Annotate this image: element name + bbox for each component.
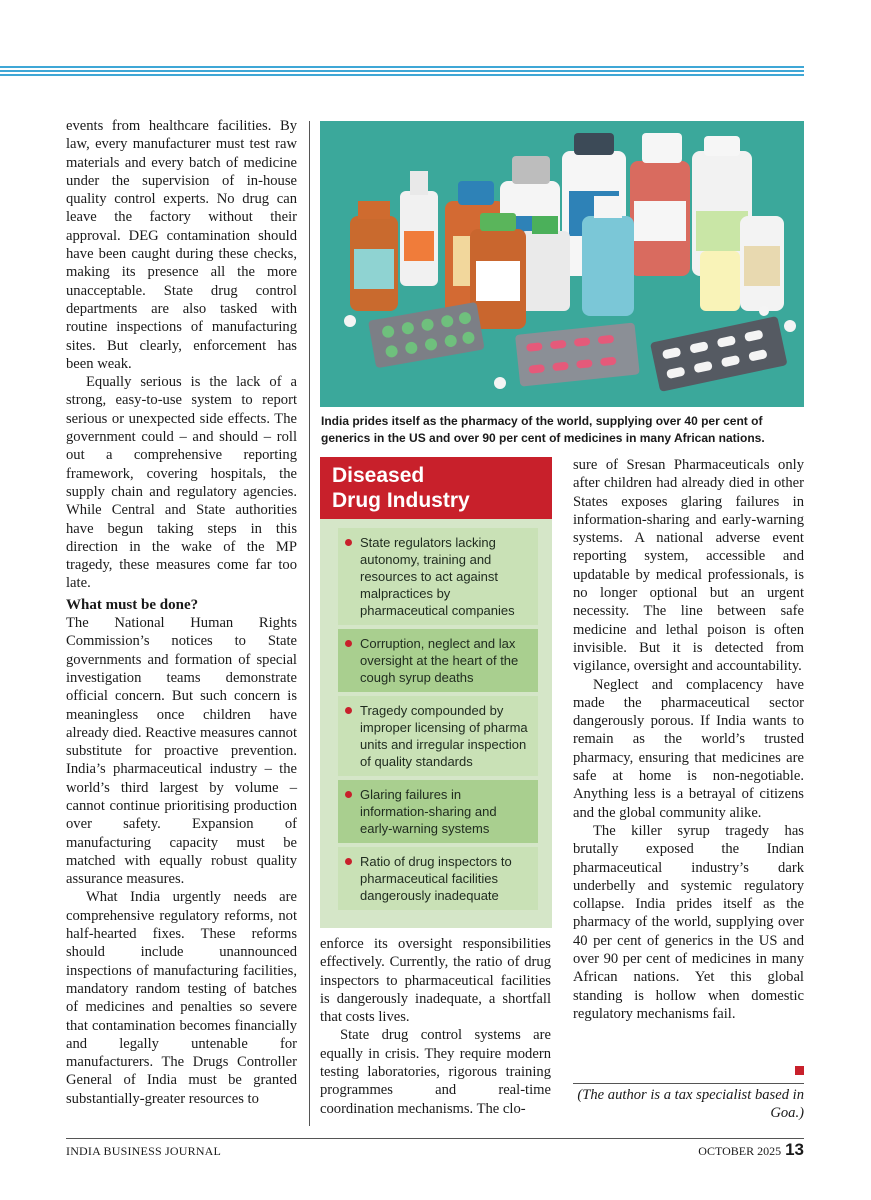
- image-caption: India prides itself as the pharmacy of the world, supplying over 40 per cent of generics in the US and over 90 per cent of medicines in many African nations.: [321, 414, 765, 445]
- sidebar-title-line: Drug Industry: [332, 489, 470, 512]
- bullet-text: Glaring failures in information-sharing and early-warning systems: [360, 787, 497, 836]
- bullet-text: Tragedy compounded by improper licensing of pharma units and irregular inspection of quality standards: [360, 703, 528, 769]
- bullet-icon: [345, 707, 352, 714]
- article-column-3: [573, 456, 804, 1023]
- sidebar-bullet-list: [338, 528, 538, 914]
- column-divider: [309, 121, 310, 1126]
- bullet-text: Corruption, neglect and lax oversight at the heart of the cough syrup deaths: [360, 636, 519, 685]
- sidebar-bullet: [338, 847, 538, 910]
- bullet-icon: [345, 640, 352, 647]
- sidebar-bullet: [338, 528, 538, 625]
- bullet-icon: [345, 539, 352, 546]
- paragraph: Neglect and complacency have made the pharmaceutical sector dangerously porous. If India wants to remain as the world’s trusted pharmacy, ensuring that medicines are safe at home is non-negotiable. Anything less is a betrayal of citizens and the global community alike.: [573, 676, 804, 821]
- article-column-2: [320, 935, 551, 1118]
- bullet-text: Ratio of drug inspectors to pharmaceutical facilities dangerously inadequate: [360, 854, 512, 903]
- end-of-article-mark: [795, 1066, 804, 1075]
- bullet-icon: [345, 791, 352, 798]
- sidebar-title: [332, 463, 470, 513]
- sidebar-bullet: [338, 696, 538, 776]
- paragraph: The killer syrup tragedy has brutally exposed the Indian pharmaceutical industry’s dark underbelly and systemic regulatory collapse. India prides itself as the pharmacy of the world, supplying over 40 per cent of generics in the US and over 90 per cent of medicines in many African nations. Yet this global standing is hollow when domestic regulatory mechanisms fail.: [573, 822, 804, 1022]
- paragraph: State drug control systems are equally in crisis. They require modern testing laboratories, rigorous training programmes and real-time coordination mechanisms. The clo-: [320, 1027, 551, 1117]
- author-note: (The author is a tax specialist based in Goa.): [577, 1087, 804, 1122]
- paragraph: enforce its oversight responsibilities effectively. Currently, the ratio of drug inspectors to pharmaceutical facilities is dangerously inadequate, a shortfall that costs lives.: [320, 936, 551, 1026]
- paragraph: sure of Sresan Pharmaceuticals only after children had already died in other States exposes glaring failures in information-sharing and early-warning systems. A national adverse event reporting system, accessible and updatable by medical professionals, is no longer optional but an urgent necessity. The line between safe medicine and lethal poison is often invisible. But it is detected from vigilance, oversight and accountability.: [573, 457, 804, 675]
- footer-rule: [66, 1138, 804, 1139]
- medicine-bottles-illustration: [320, 121, 804, 407]
- paragraph: events from healthcare facilities. By law, every manufacturer must test raw materials and every batch of medicine under the supervision of in-house quality control experts. No drug can leave the factory without their approval. DEG contamination should have been caught during these checks, making its presence all the more unacceptable. State drug control departments are also tasked with routine inspections of manufacturing sites. But clearly, enforcement has been weak.: [66, 118, 297, 372]
- bullet-icon: [345, 858, 352, 865]
- sidebar-bullet: [338, 780, 538, 843]
- sidebar-box: [320, 457, 552, 928]
- sidebar-title-line: Diseased: [332, 464, 425, 487]
- page-number: 13: [785, 1140, 804, 1159]
- issue-date: OCTOBER 2025: [698, 1144, 782, 1158]
- paragraph: What India urgently needs are comprehensive regulatory reforms, not half-hearted fixes. These reforms should include unannounced inspections of manufacturing facilities, mandatory random testing of batches of medicines and penalties so severe that contamination becomes financially and legally untenable for manufacturers. The Drugs Controller General of India must be granted substantially-greater resources to: [66, 889, 297, 1107]
- paragraph: The National Human Rights Commission’s notices to State governments and formation of special investigation teams demonstrate official concern. But such concern is meaningless once children have already died. Reactive measures cannot substitute for proactive prevention. India’s pharmaceutical industry – the world’s third largest by volume – cannot continue prioritising production over safety. Expansion of manufacturing capacity must be matched with equally robust quality assurance measures.: [66, 615, 297, 888]
- publication-name: INDIA BUSINESS JOURNAL: [66, 1144, 222, 1158]
- sidebar-bullet: [338, 629, 538, 692]
- header-rules: [0, 66, 804, 78]
- footer-issue: [698, 1140, 804, 1160]
- section-heading: What must be done?: [66, 596, 199, 613]
- paragraph: Equally serious is the lack of a strong, easy-to-use system to report serious or unexpected side effects. The government could – and should – roll out a comprehensive reporting framework, covering hospitals, the supply chain and regulatory agencies. While Central and State authorities have begun taking steps in this direction in the wake of the MP tragedy, these measures come far too late.: [66, 374, 297, 592]
- bullet-text: State regulators lacking autonomy, training and resources to act against malpractices by pharmaceutical companies: [360, 535, 515, 618]
- article-column-1: [66, 117, 297, 1108]
- author-divider: [573, 1083, 804, 1084]
- sidebar-header: [320, 457, 552, 519]
